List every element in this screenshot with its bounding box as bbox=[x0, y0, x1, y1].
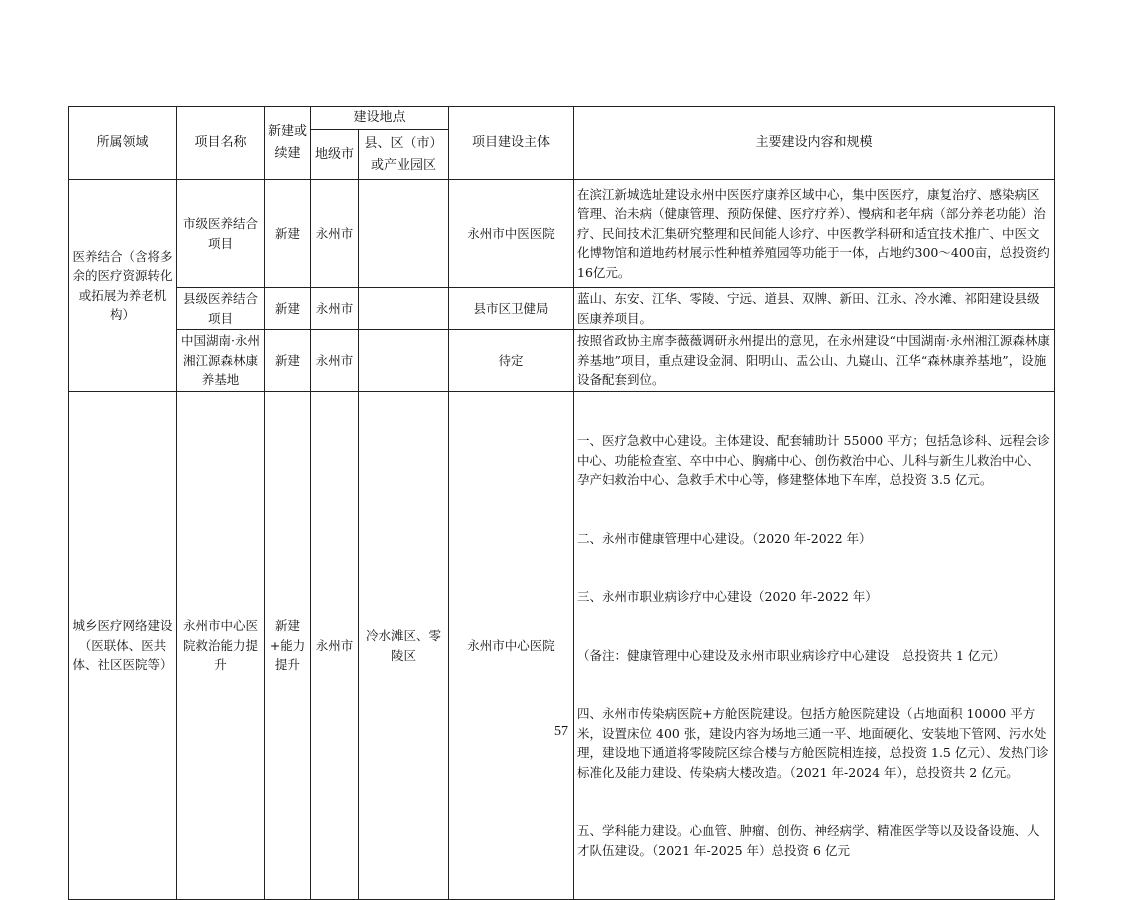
content-paragraph: 三、永州市职业病诊疗中心建设（2020 年-2022 年） bbox=[577, 589, 878, 604]
type-cell: 新建 bbox=[265, 330, 311, 392]
header-city: 地级市 bbox=[311, 130, 359, 180]
table-row bbox=[69, 330, 1055, 392]
content-cell bbox=[574, 288, 1055, 330]
project-table bbox=[68, 106, 1055, 900]
header-entity: 项目建设主体 bbox=[449, 107, 574, 180]
city-cell: 永州市 bbox=[311, 180, 359, 288]
table-row bbox=[69, 288, 1055, 330]
table-row bbox=[69, 392, 1055, 900]
content-paragraph: 蓝山、东安、江华、零陵、宁远、道县、双牌、新田、江永、冷水滩、祁阳建设县级医康养项目。 bbox=[577, 291, 1040, 326]
header-new-or-continued: 新建或续建 bbox=[265, 107, 311, 180]
content-paragraph: 按照省政协主席李薇薇调研永州提出的意见，在永州建设“中国湖南·永州湘江源森林康养基地”项目，重点建设金洞、阳明山、盂公山、九嶷山、江华“森林康养基地”，设施设备配套到位。 bbox=[577, 333, 1050, 388]
county-cell bbox=[359, 288, 449, 330]
county-cell: 冷水滩区、零陵区 bbox=[359, 392, 449, 900]
field-cell: 医养结合（含将多余的医疗资源转化或拓展为养老机构） bbox=[69, 180, 177, 392]
content-paragraph: 二、永州市健康管理中心建设。（2020 年-2022 年） bbox=[577, 530, 872, 546]
content-paragraph: 四、永州市传染病医院+方舱医院建设。包括方舱医院建设（占地面积 10000 平方米，设置床位 400 张，建设内容为场地三通一平、地面硬化、安装地下管网、污水处理，建设地下通道将零陵院区综合楼与方舱医院相连接，总投资 1.5 亿元）、发热门诊标准化及能力建设、传染病大楼改造。（2021 年-2024 年），总投资共 2 亿元。 bbox=[577, 706, 1049, 780]
header-field: 所属领域 bbox=[69, 107, 177, 180]
project-name-cell: 县级医养结合项目 bbox=[177, 288, 265, 330]
header-county: 县、区（市）或产业园区 bbox=[359, 130, 449, 180]
content-paragraph: 在滨江新城选址建设永州中医医疗康养区域中心，集中医医疗，康复治疗、感染病区管理、治未病（健康管理、预防保健、医疗疗养）、慢病和老年病（部分养老功能）治疗、民间技术汇集研究整理和民间能人诊疗、中医教学科研和适宜技术推广、中医文化博物馆和道地药材展示性种植养殖园等功能于一体，占地约300～400亩，总投资约16亿元。 bbox=[577, 186, 1050, 280]
entity-cell: 待定 bbox=[449, 330, 574, 392]
content-cell bbox=[574, 392, 1055, 900]
project-name-cell: 永州市中心医院救治能力提升 bbox=[177, 392, 265, 900]
city-cell: 永州市 bbox=[311, 392, 359, 900]
type-cell: 新建 bbox=[265, 288, 311, 330]
city-cell: 永州市 bbox=[311, 330, 359, 392]
content-cell bbox=[574, 330, 1055, 392]
content-paragraph: 一、医疗急救中心建设。主体建设、配套辅助计 55000 平方；包括急诊科、远程会诊中心、功能检查室、卒中中心、胸痛中心、创伤救治中心、儿科与新生儿救治中心、孕产妇救治中心、急救手术中心等，修建整体地下车库，总投资 3.5 亿元。 bbox=[577, 433, 1050, 487]
entity-cell: 县市区卫健局 bbox=[449, 288, 574, 330]
county-cell bbox=[359, 180, 449, 288]
entity-cell: 永州市中心医院 bbox=[449, 392, 574, 900]
county-cell bbox=[359, 330, 449, 392]
type-cell: 新建 bbox=[265, 180, 311, 288]
header-content: 主要建设内容和规模 bbox=[574, 107, 1055, 180]
project-name-cell: 中国湖南·永州湘江源森林康养基地 bbox=[177, 330, 265, 392]
table-row bbox=[69, 180, 1055, 288]
header-location: 建设地点 bbox=[311, 107, 449, 130]
type-cell: 新建+能力提升 bbox=[265, 392, 311, 900]
header-project-name: 项目名称 bbox=[177, 107, 265, 180]
entity-cell: 永州市中医医院 bbox=[449, 180, 574, 288]
project-name-cell: 市级医养结合项目 bbox=[177, 180, 265, 288]
city-cell: 永州市 bbox=[311, 288, 359, 330]
page-number: 57 bbox=[554, 724, 568, 739]
content-paragraph: 五、学科能力建设。心血管、肿瘤、创伤、神经病学、精准医学等以及设备设施、人才队伍建设。（2021 年-2025 年）总投资 6 亿元 bbox=[577, 823, 1040, 858]
content-paragraph: （备注：健康管理中心建设及永州市职业病诊疗中心建设 总投资共 1 亿元） bbox=[577, 647, 1006, 663]
field-cell: 城乡医疗网络建设（医联体、医共体、社区医院等） bbox=[69, 392, 177, 900]
content-cell bbox=[574, 180, 1055, 288]
header-row-1 bbox=[69, 107, 1055, 130]
